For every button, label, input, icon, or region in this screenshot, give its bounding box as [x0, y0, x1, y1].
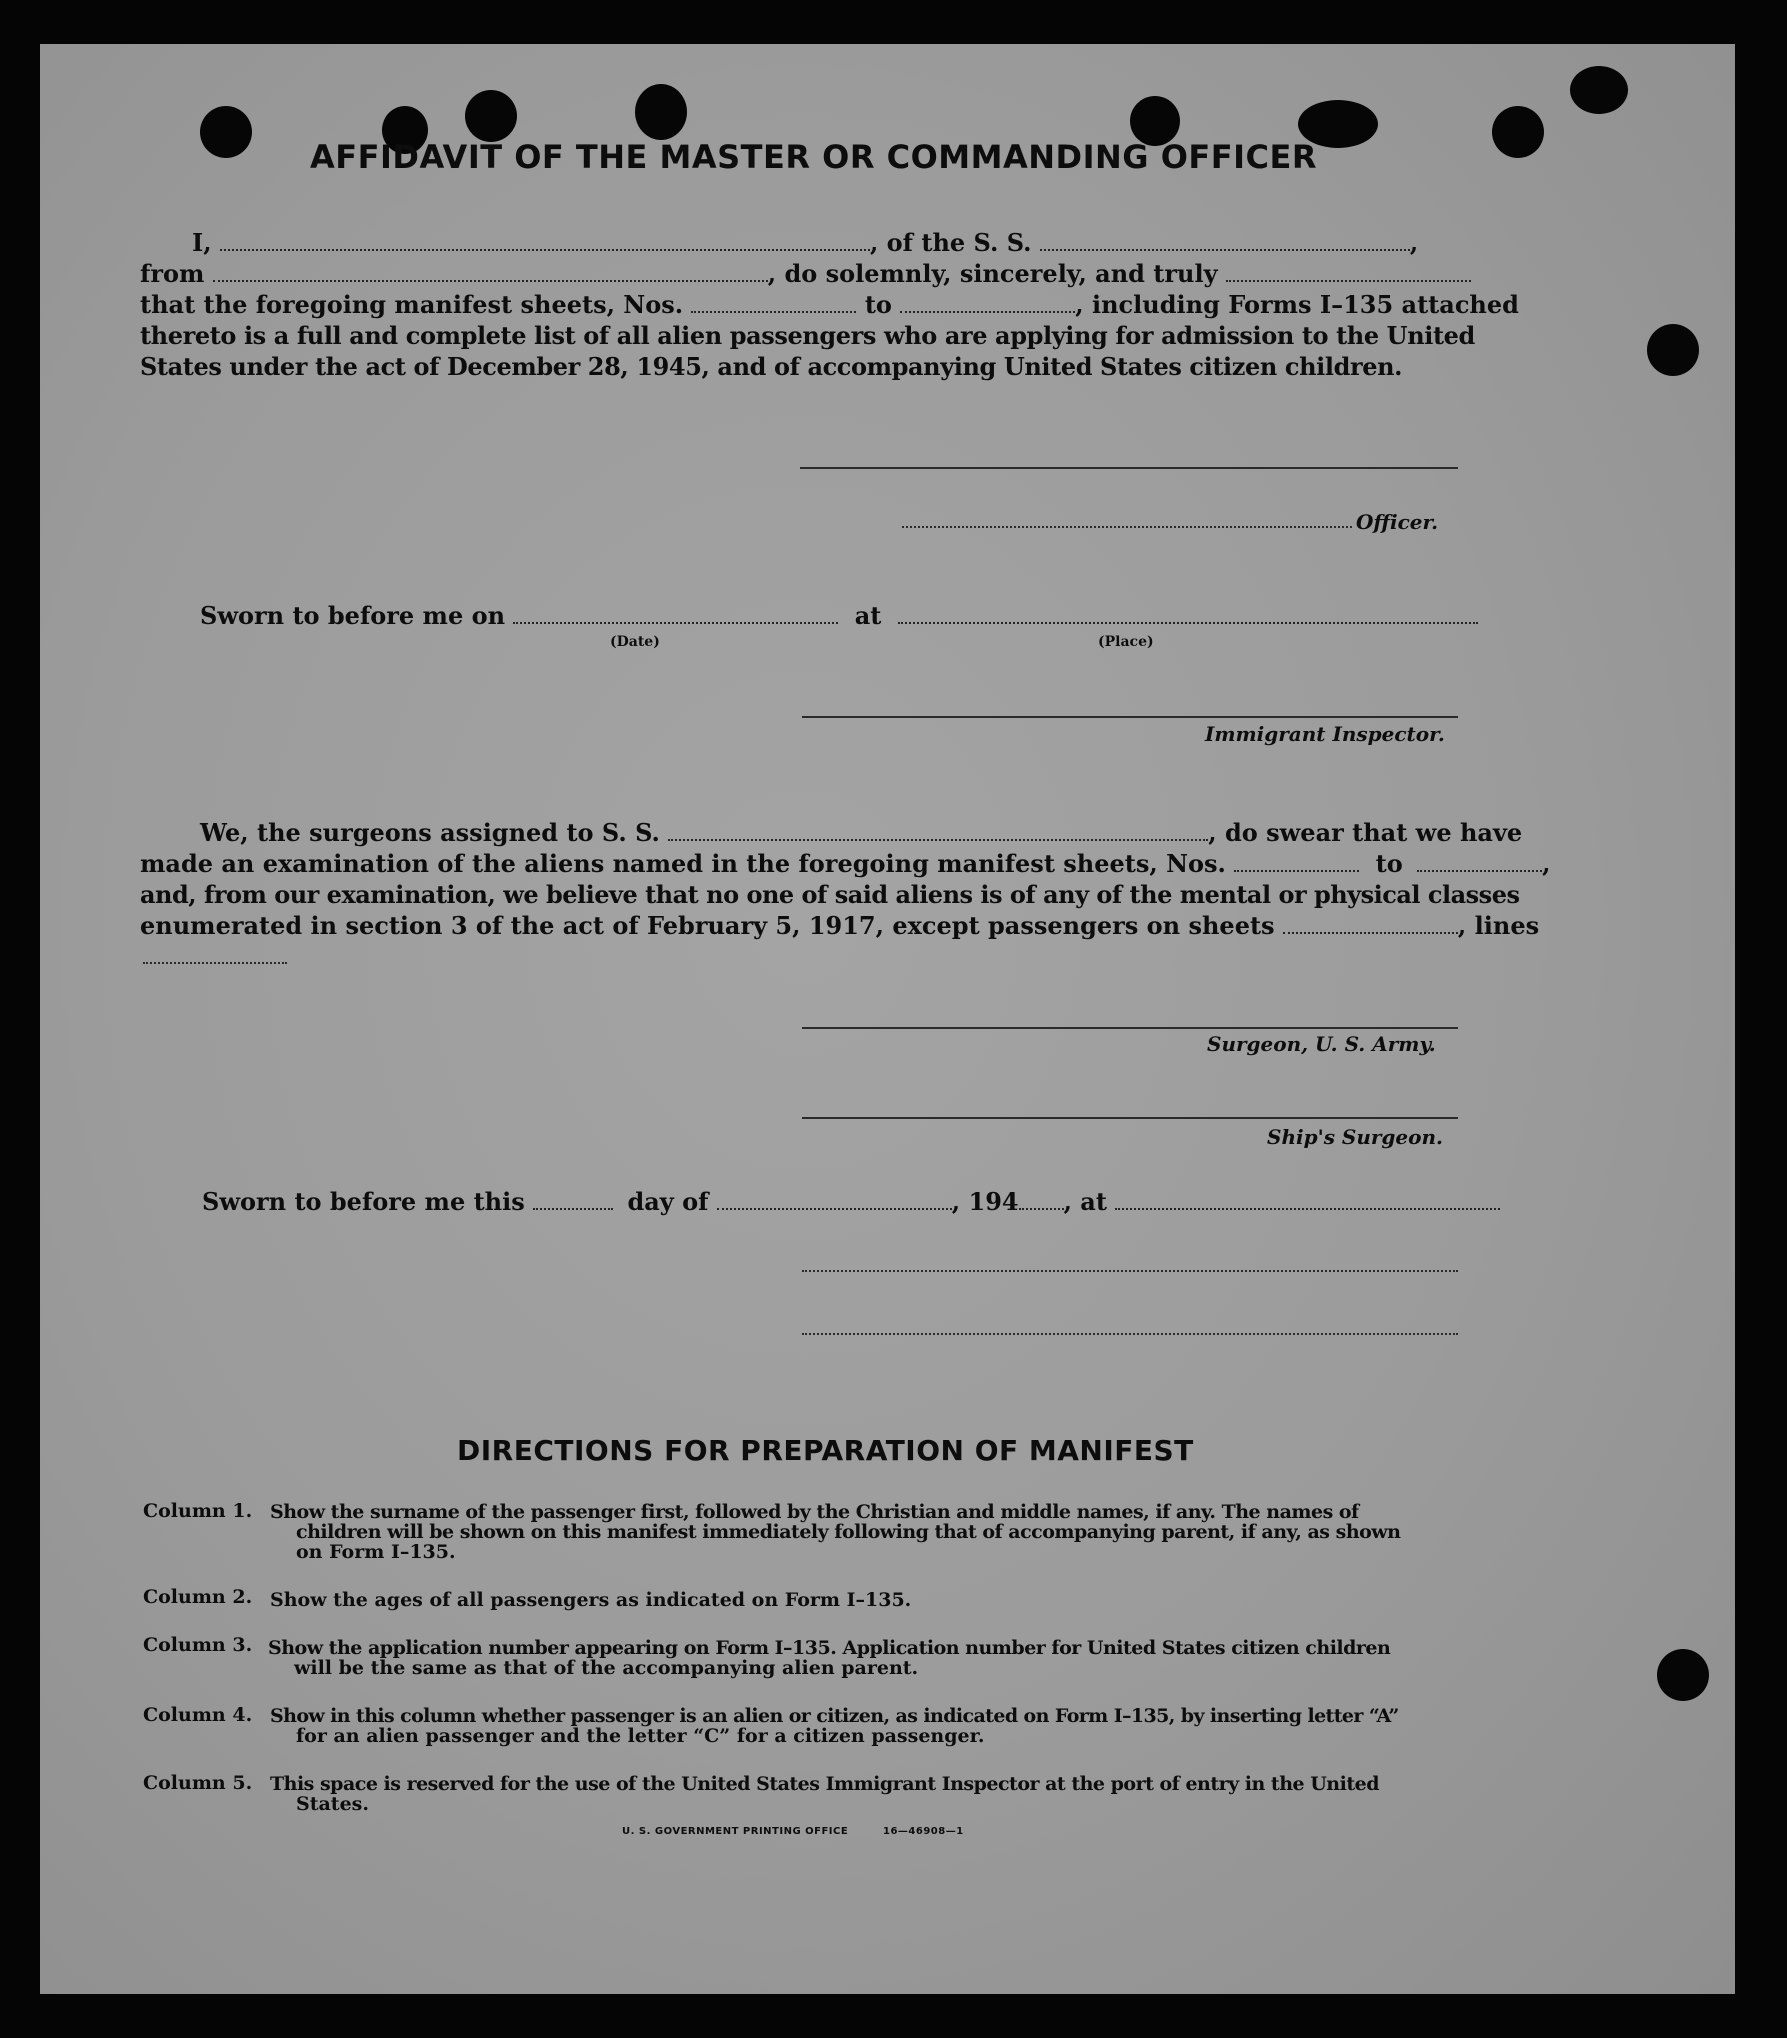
- text-year: , 194: [951, 1187, 1019, 1216]
- sworn-place-blank[interactable]: [898, 604, 1478, 624]
- printer-imprint: U. S. GOVERNMENT PRINTING OFFICE: [622, 1826, 849, 1837]
- column-5-line-1: This space is reserved for the use of the United States Immigrant Inspector at the port of entry in the United: [270, 1773, 1379, 1795]
- text-i: I,: [192, 228, 212, 257]
- text-sworn-on: Sworn to before me on: [200, 601, 506, 630]
- affidavit-line-2: [140, 259, 1471, 289]
- sworn-on-line: [200, 601, 1478, 631]
- column-1-label: Column 1.: [143, 1500, 253, 1522]
- officer-line[interactable]: [902, 526, 1352, 528]
- sworn-this-line: [202, 1187, 1500, 1217]
- surgeons-line-3: and, from our examination, we believe that no one of said aliens is of any of the mental or physical classes: [140, 880, 1520, 909]
- ship-name-blank[interactable]: [1040, 231, 1410, 251]
- date-caption: (Date): [610, 634, 660, 650]
- text-do-solemnly: , do solemnly, sincerely, and truly: [767, 259, 1218, 288]
- surgeon-sheet-from-blank[interactable]: [1234, 852, 1359, 872]
- sheet-from-blank[interactable]: [691, 293, 856, 313]
- sworn-place-blank[interactable]: [1115, 1190, 1500, 1210]
- surgeon-sheet-to-blank[interactable]: [1417, 852, 1542, 872]
- text-day-of: day of: [627, 1187, 709, 1216]
- column-4-line-2: for an alien passenger and the letter “C” for a citizen passenger.: [296, 1725, 985, 1747]
- punch-hole: [465, 90, 517, 142]
- surgeon-ship-blank[interactable]: [668, 821, 1208, 841]
- text-to: to: [1375, 849, 1403, 878]
- surgeons-line-4: [140, 911, 1539, 941]
- column-4-line-1: Show in this column whether passenger is an alien or citizen, as indicated on Form I–135, by inserting letter “A”: [270, 1705, 1399, 1727]
- punch-hole: [635, 84, 687, 140]
- column-3-line-1: Show the application number appearing on Form I–135. Application number for United States citizen children: [268, 1637, 1391, 1659]
- place-caption: (Place): [1098, 634, 1154, 650]
- affidavit-line-4: thereto is a full and complete list of all alien passengers who are applying for admission to the United: [140, 321, 1475, 350]
- text-made-examination: made an examination of the aliens named in the foregoing manifest sheets, Nos.: [140, 849, 1226, 878]
- sworn-month-blank[interactable]: [717, 1190, 952, 1210]
- text-at: at: [854, 601, 882, 630]
- port-from-blank[interactable]: [213, 262, 768, 282]
- column-5-text: [270, 1774, 1470, 1814]
- column-1-text: [270, 1502, 1470, 1562]
- column-2-text: [270, 1590, 1470, 1610]
- army-surgeon-signature-line[interactable]: [802, 1027, 1458, 1029]
- text-enumerated: enumerated in section 3 of the act of February 5, 1917, except passengers on sheets: [140, 911, 1275, 940]
- column-1-line-1: Show the surname of the passenger first, followed by the Christian and middle names, if any. The names of: [270, 1501, 1359, 1523]
- inspector-signature-line[interactable]: [802, 716, 1458, 718]
- army-surgeon-caption: Surgeon, U. S. Army.: [1207, 1032, 1436, 1056]
- text-sworn-this: Sworn to before me this: [202, 1187, 525, 1216]
- text-of-ss: , of the S. S.: [869, 228, 1032, 257]
- surgeons-line-2: [140, 849, 1550, 879]
- column-5-label: Column 5.: [143, 1772, 253, 1794]
- column-3-line-2: will be the same as that of the accompanying alien parent.: [294, 1657, 919, 1679]
- oath-blank[interactable]: [1226, 262, 1471, 282]
- affidavit-title: AFFIDAVIT OF THE MASTER OR COMMANDING OFFICER: [310, 138, 1317, 176]
- text-comma: ,: [1409, 228, 1419, 257]
- surgeons-line-1: [200, 818, 1522, 848]
- text-including: , including Forms I–135 attached: [1075, 290, 1519, 319]
- sheet-to-blank[interactable]: [900, 293, 1075, 313]
- column-4-text: [270, 1706, 1470, 1746]
- punch-hole: [1657, 1649, 1709, 1701]
- text-that-foregoing: that the foregoing manifest sheets, Nos.: [140, 290, 684, 319]
- affidavit-line-3: [140, 290, 1519, 320]
- text-lines: , lines: [1457, 911, 1540, 940]
- punch-hole: [200, 106, 252, 158]
- affidavit-line-1: [192, 228, 1418, 258]
- column-2-label: Column 2.: [143, 1586, 253, 1608]
- column-3-text: [268, 1638, 1468, 1678]
- column-5-line-2: States.: [296, 1793, 369, 1815]
- text-to: to: [864, 290, 892, 319]
- ship-surgeon-caption: Ship's Surgeon.: [1267, 1125, 1443, 1149]
- column-2-line-1: Show the ages of all passengers as indicated on Form I–135.: [270, 1589, 912, 1611]
- master-name-blank[interactable]: [220, 231, 870, 251]
- text-at: , at: [1063, 1187, 1107, 1216]
- text-from: from: [140, 259, 205, 288]
- sworn-signature-line-1[interactable]: [802, 1270, 1458, 1272]
- punch-hole: [1647, 324, 1699, 376]
- sworn-signature-line-2[interactable]: [802, 1333, 1458, 1335]
- sworn-day-blank[interactable]: [533, 1190, 613, 1210]
- document-page: [40, 44, 1735, 1994]
- directions-title: DIRECTIONS FOR PREPARATION OF MANIFEST: [457, 1434, 1194, 1467]
- excepted-sheets-blank[interactable]: [1283, 914, 1458, 934]
- form-code: 16—46908—1: [883, 1826, 964, 1837]
- text-comma: ,: [1542, 849, 1551, 878]
- text-surgeons-assigned: We, the surgeons assigned to S. S.: [200, 818, 660, 847]
- master-signature-line[interactable]: [800, 467, 1458, 469]
- column-3-label: Column 3.: [143, 1634, 253, 1656]
- punch-hole: [1492, 106, 1544, 158]
- sworn-date-blank[interactable]: [513, 604, 838, 624]
- column-4-label: Column 4.: [143, 1704, 253, 1726]
- excepted-lines-blank[interactable]: [143, 962, 287, 964]
- text-do-swear: , do swear that we have: [1208, 818, 1523, 847]
- sworn-year-blank[interactable]: [1019, 1190, 1064, 1210]
- officer-caption: Officer.: [1356, 510, 1439, 534]
- inspector-caption: Immigrant Inspector.: [1205, 722, 1445, 746]
- column-1-line-2: children will be shown on this manifest immediately following that of accompanying parent, if any, as shown: [296, 1521, 1401, 1543]
- column-1-line-3: on Form I–135.: [296, 1541, 456, 1563]
- punch-hole: [1570, 66, 1628, 114]
- ship-surgeon-signature-line[interactable]: [802, 1117, 1458, 1119]
- affidavit-line-5: States under the act of December 28, 1945, and of accompanying United States citizen children.: [140, 352, 1403, 381]
